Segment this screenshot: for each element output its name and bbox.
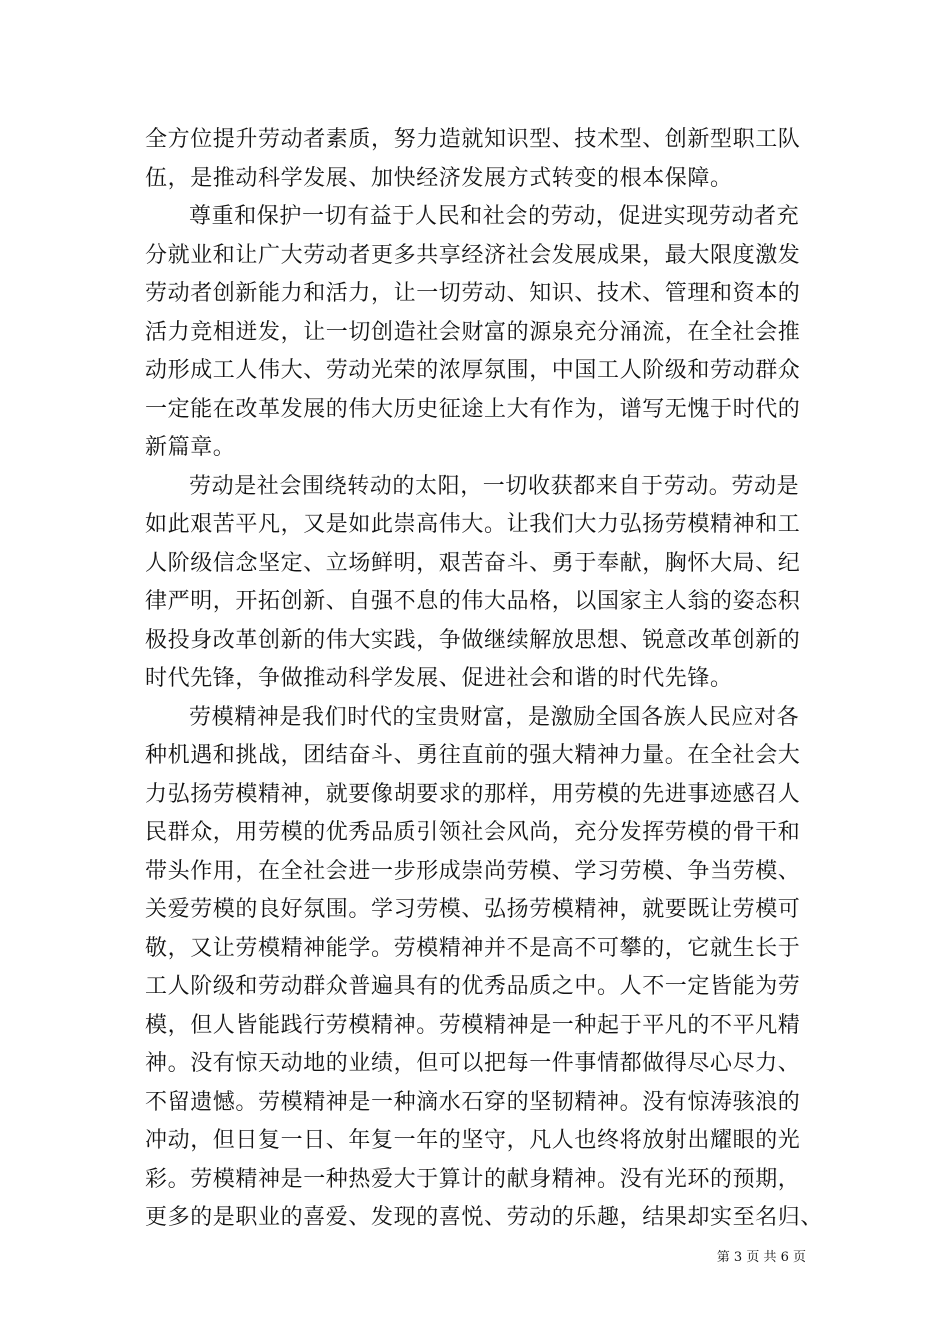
paragraph-3-line-4: 律严明，开拓创新、自强不息的伟大品格，以国家主人翁的姿态积: [145, 589, 801, 614]
paragraph-1-line-1: 全方位提升劳动者素质，努力造就知识型、技术型、创新型职工队: [145, 127, 801, 152]
paragraph-4-line-1: 劳模精神是我们时代的宝贵财富，是激励全国各族人民应对各: [189, 704, 800, 730]
paragraph-4-line-2: 种机遇和挑战，团结奋斗、勇往直前的强大精神力量。在全社会大: [145, 743, 801, 768]
paragraph-2-line-4: 活力竞相迸发，让一切创造社会财富的源泉充分涌流，在全社会推: [145, 319, 801, 345]
paragraph-2-line-1: 尊重和保护一切有益于人民和社会的劳动，促进实现劳动者充: [189, 204, 800, 229]
paragraph-4-line-11: 不留遗憾。劳模精神是一种滴水石穿的坚韧精神。没有惊涛骇浪的: [145, 1089, 801, 1115]
paragraph-4-line-4: 民群众，用劳模的优秀品质引领社会风尚，充分发挥劳模的骨干和: [145, 820, 801, 845]
paragraph-3-line-5: 极投身改革创新的伟大实践，争做继续解放思想、锐意改革创新的: [145, 627, 801, 653]
paragraph-4-line-7: 敬，又让劳模精神能学。劳模精神并不是高不可攀的，它就生长于: [145, 935, 801, 961]
paragraph-3-line-3: 人阶级信念坚定、立场鲜明，艰苦奋斗、勇于奉献，胸怀大局、纪: [145, 550, 801, 576]
paragraph-4-line-9: 模，但人皆能践行劳模精神。劳模精神是一种起于平凡的不平凡精: [145, 1012, 801, 1038]
paragraph-4-line-10: 神。没有惊天动地的业绩，但可以把每一件事情都做得尽心尽力、: [145, 1051, 801, 1076]
paragraph-1-line-2: 伍，是推动科学发展、加快经济发展方式转变的根本保障。: [145, 165, 733, 191]
paragraph-3-line-6: 时代先锋，争做推动科学发展、促进社会和谐的时代先锋。: [145, 666, 733, 691]
paragraph-4-line-3: 力弘扬劳模精神，就要像胡要求的那样，用劳模的先进事迹感召人: [145, 781, 801, 807]
paragraph-4-line-12: 冲动，但日复一日、年复一年的坚守，凡人也终将放射出耀眼的光: [145, 1128, 801, 1153]
paragraph-2-line-6: 一定能在改革发展的伟大历史征途上大有作为，谱写无愧于时代的: [145, 396, 801, 422]
paragraph-2-line-7: 新篇章。: [145, 435, 236, 460]
paragraph-2-line-2: 分就业和让广大劳动者更多共享经济社会发展成果，最大限度激发: [145, 242, 801, 268]
paragraph-4-line-6: 关爱劳模的良好氛围。学习劳模、弘扬劳模精神，就要既让劳模可: [145, 897, 801, 922]
paragraph-2-line-3: 劳动者创新能力和活力，让一切劳动、知识、技术、管理和资本的: [145, 281, 801, 306]
paragraph-3-line-2: 如此艰苦平凡，又是如此崇高伟大。让我们大力弘扬劳模精神和工: [145, 512, 801, 537]
paragraph-4-line-5: 带头作用，在全社会进一步形成崇尚劳模、学习劳模、争当劳模、: [145, 858, 801, 884]
page-number-footer: 第 3 页 共 6 页: [716, 1250, 806, 1265]
paragraph-2-line-5: 动形成工人伟大、劳动光荣的浓厚氛围，中国工人阶级和劳动群众: [145, 358, 801, 383]
paragraph-4-line-14: 更多的是职业的喜爱、发现的喜悦、劳动的乐趣，结果却实至名归、: [145, 1205, 824, 1230]
body-text: [145, 121, 824, 1238]
paragraph-4-line-13: 彩。劳模精神是一种热爱大于算计的献身精神。没有光环的预期，: [145, 1166, 801, 1192]
paragraph-3-line-1: 劳动是社会围绕转动的太阳，一切收获都来自于劳动。劳动是: [189, 473, 800, 499]
paragraph-4-line-8: 工人阶级和劳动群众普遍具有的优秀品质之中。人不一定皆能为劳: [145, 974, 801, 999]
